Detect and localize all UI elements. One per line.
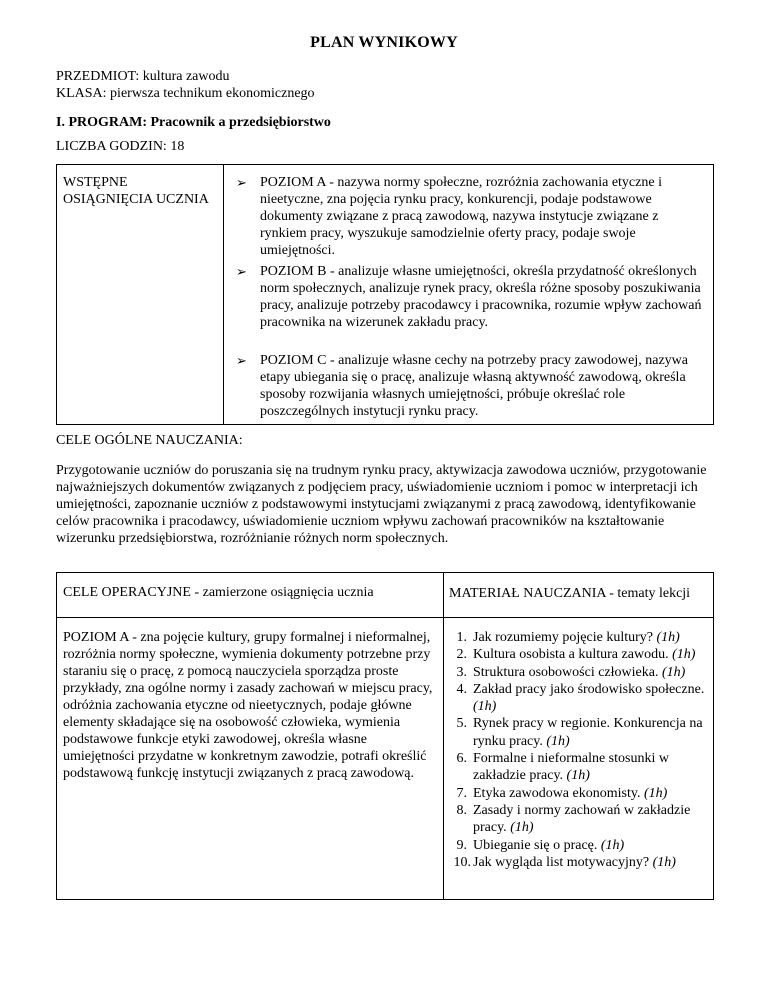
lesson-topic-hours: (1h) <box>656 630 680 645</box>
initial-achievements-table <box>56 164 714 425</box>
lesson-topic-text <box>473 629 711 646</box>
arrowhead-bullet-icon: ➢ <box>236 175 247 190</box>
level-a-item <box>236 174 705 259</box>
lesson-topic-hours: (1h) <box>546 733 570 749</box>
lesson-topic-number: 2. <box>456 647 467 663</box>
lesson-topic-title: Ubieganie się o pracę. <box>473 837 598 853</box>
program-heading: I. PROGRAM: Pracownik a przedsiębiorstwo <box>56 115 331 130</box>
lesson-topic-title: Zasady i normy zachowań w zakładzie pracy. <box>473 802 691 836</box>
general-goals-text: Przygotowanie uczniów do poruszania się na trudnym rynku pracy, aktywizacja zawodowa uczniów, przygotowanie najważniejszych dokumentów związanych z podjęciem pracy, uświadomienie uczniom i pomoc w interpretacji ich umiejętności, zapoznanie uczniów z podstawowymi instytucjami związanymi z pracą zawodową, identyfikowanie celów pracownika i pracodawcy, uświadomienie uczniom wpływu zachowań pracowników na kształtowanie wizerunku przedsiębiorstwa, rozróżnianie różnych norm społecznych. <box>56 463 707 546</box>
lesson-topic-hours: (1h) <box>510 820 534 836</box>
lesson-topic-text <box>473 681 711 716</box>
arrowhead-bullet-icon: ➢ <box>236 353 247 368</box>
initial-achievements-label: WSTĘPNE OSIĄGNIĘCIA UCZNIA <box>63 175 209 207</box>
material-header: MATERIAŁ NAUCZANIA - tematy lekcji <box>449 586 691 601</box>
lesson-topic-title: Zakład pracy jako środowisko społeczne. <box>473 681 705 697</box>
table-divider <box>57 617 713 618</box>
lesson-topic-item <box>449 681 711 716</box>
level-c-item <box>236 352 705 420</box>
lesson-topic-text <box>473 750 711 785</box>
lesson-topic-hours: (1h) <box>566 768 590 784</box>
lesson-topic-title: Rynek pracy w regionie. Konkurencja na rynku pracy. <box>473 716 703 749</box>
lesson-topics-list <box>449 629 711 871</box>
lesson-topic-number: 4. <box>456 681 467 697</box>
lesson-topic-item <box>449 837 711 854</box>
page-title: PLAN WYNIKOWY <box>310 34 458 51</box>
lesson-topic-hours: (1h) <box>652 854 676 870</box>
lesson-topic-number: 9. <box>456 837 467 853</box>
lesson-topic-item <box>449 854 711 871</box>
lesson-topic-hours: (1h) <box>661 664 686 680</box>
level-b-item <box>236 263 705 331</box>
lesson-topic-hours: (1h) <box>600 837 625 853</box>
level-a-objectives: POZIOM A - zna pojęcie kultury, grupy formalnej i nieformalnej, rozróżnia normy społeczne, wymienia dokumenty potrzebne przy staraniu się o pracę, z pomocą nauczyciela sporządza proste przykłady, zna ogólne normy i zasady zachowań w miejscu pracy, odróżnia zachowania etyczne od nieetycznych, podaje główne elementy składające się na osobowość człowieka, wymienia podstawowe funkcje etyki zawodowej, określa własne umiejętności przydatne w konkretnym zawodzie, potrafi określić podstawową funkcję instytucji związanych z pracą zawodową. <box>63 630 433 781</box>
table-divider <box>443 573 444 899</box>
general-goals-heading: CELE OGÓLNE NAUCZANIA: <box>56 433 243 448</box>
lesson-topic-item <box>449 715 711 750</box>
objectives-table <box>56 572 714 900</box>
lesson-topic-text <box>473 715 711 750</box>
lesson-topic-hours: (1h) <box>473 699 497 715</box>
lesson-topic-number: 1. <box>456 630 467 645</box>
lesson-topic-hours: (1h) <box>672 647 696 663</box>
levels-cell <box>224 165 713 424</box>
lesson-topic-text <box>473 802 711 837</box>
subject-line: PRZEDMIOT: kultura zawodu <box>56 69 230 84</box>
lesson-topic-item <box>449 802 711 837</box>
lesson-topic-item <box>449 629 711 646</box>
lesson-topic-hours: (1h) <box>643 785 668 801</box>
lesson-topic-item <box>449 646 711 663</box>
lesson-topic-title: Etyka zawodowa ekonomisty. <box>473 785 641 801</box>
level-a-text: POZIOM A - nazywa normy społeczne, rozróżnia zachowania etyczne i nieetyczne, zna pojęcia rynku pracy, konkurencji, podaje podstawowe dokumenty związane z pracą zawodową, nazywa instytucje związane z rynkiem pracy, wyszukuje samodzielnie oferty pracy, podaje swoje umiejętności. <box>260 175 662 258</box>
class-line: KLASA: pierwsza technikum ekonomicznego <box>56 86 315 101</box>
lesson-topic-title: Formalne i nieformalne stosunki w zakładzie pracy. <box>473 751 669 784</box>
lesson-topic-number: 7. <box>456 785 467 801</box>
lesson-topic-number: 10. <box>453 854 471 870</box>
hours-line: LICZBA GODZIN: 18 <box>56 139 185 154</box>
lesson-topic-number: 3. <box>456 664 467 680</box>
lesson-topic-title: Jak rozumiemy pojęcie kultury? <box>473 630 653 645</box>
lesson-topic-item <box>449 785 711 802</box>
level-c-text: POZIOM C - analizuje własne cechy na potrzeby pracy zawodowej, nazywa etapy ubiegania się o pracę, analizuje własną aktywność zawodową, określa sposoby rozwijania własnych umiejętności, próbuje określać role poszczególnych instytucji rynku pracy. <box>260 353 688 419</box>
objectives-header: CELE OPERACYJNE - zamierzone osiągnięcia ucznia <box>63 585 374 600</box>
lesson-topic-text <box>473 837 711 854</box>
lesson-topic-title: Kultura osobista a kultura zawodu. <box>473 647 669 663</box>
level-b-text: POZIOM B - analizuje własne umiejętności, określa przydatność określonych norm społecznych, analizuje rynek pracy, określa różne sposoby poszukiwania pracy, analizuje potrzeby pracodawcy i pracownika, rozumie wpływ zachowań pracownika na wizerunek zakładu pracy. <box>260 264 702 330</box>
lesson-topic-item <box>449 750 711 785</box>
lesson-topic-text <box>473 785 711 802</box>
lesson-topic-item <box>449 664 711 681</box>
lesson-topic-text <box>473 664 711 681</box>
arrowhead-bullet-icon: ➢ <box>236 264 247 279</box>
lesson-topic-number: 5. <box>456 716 467 732</box>
lesson-topic-text <box>473 646 711 663</box>
lesson-topic-title: Struktura osobowości człowieka. <box>473 664 659 680</box>
lesson-topic-number: 8. <box>456 802 467 818</box>
initial-achievements-header-cell <box>57 165 224 424</box>
lesson-topic-number: 6. <box>456 751 467 767</box>
lesson-topic-title: Jak wygląda list motywacyjny? <box>473 854 650 870</box>
lesson-topic-text <box>473 854 711 871</box>
